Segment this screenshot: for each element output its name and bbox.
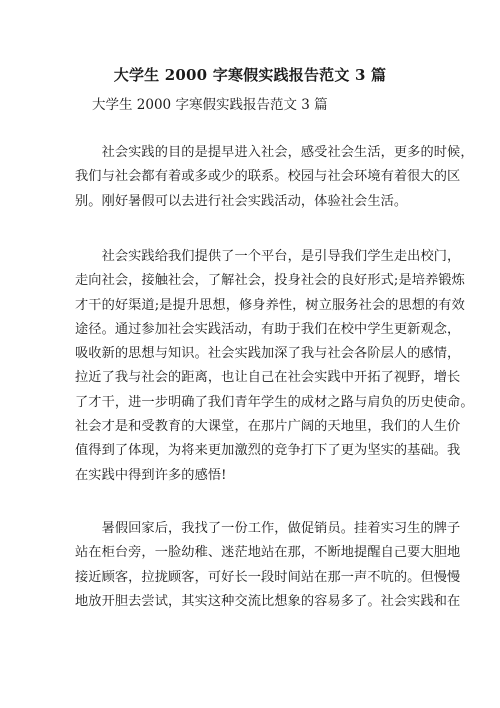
paragraph-line: 社会实践的目的是提早进入社会，感受社会生活，更多的时候， xyxy=(75,145,474,160)
paragraph-line: 在实践中得到许多的感悟! xyxy=(75,467,227,483)
paragraph-line: 了才干，进一步明确了我们青年学生的成材之路与肩负的历史使命。 xyxy=(75,394,474,410)
paragraph-line: 途径。通过参加社会实践活动，有助于我们在校中学生更新观念， xyxy=(75,321,461,337)
paragraph-2 xyxy=(75,245,474,488)
paragraph-line: 走向社会，接触社会，了解社会，投身社会的良好形式;是培养锻炼 xyxy=(75,273,465,289)
paragraph-line: 社会才是和受教育的大课堂，在那片广阔的天地里，我们的人生价 xyxy=(75,419,461,435)
paragraph-line: 我们与社会都有着或多或少的联系。校园与社会环境有着很大的区 xyxy=(75,169,461,185)
paragraph-line: 暑假回家后，我找了一份工作，做促销员。挂着实习生的牌子 xyxy=(75,521,461,536)
document-subtitle: 大学生 2000 字寒假实践报告范文 3 篇 xyxy=(92,97,328,113)
document-title: 大学生 2000 字寒假实践报告范文 3 篇 xyxy=(113,66,387,84)
paragraph-line: 拉近了我与社会的距离，也让自己在社会实践中开拓了视野，增长 xyxy=(75,370,461,386)
paragraph-line: 值得到了体现，为将来更加激烈的竞争打下了更为坚实的基础。我 xyxy=(75,443,461,459)
paragraph-line: 接近顾客，拉拢顾客，可好长一段时间站在那一声不吭的。但慢慢 xyxy=(75,569,461,585)
paragraph-line: 地放开胆去尝试，其实这种交流比想象的容易多了。社会实践和在 xyxy=(75,593,461,609)
paragraph-line: 别。刚好暑假可以去进行社会实践活动，体验社会生活。 xyxy=(75,193,408,209)
paragraph-1 xyxy=(75,141,474,214)
paragraph-line: 吸收新的思想与知识。社会实践加深了我与社会各阶层人的感情， xyxy=(75,346,461,362)
paragraph-line: 站在柜台旁，一脸幼稚、迷茫地站在那，不断地提醒自己要大胆地 xyxy=(75,545,461,561)
paragraph-3 xyxy=(75,517,461,614)
paragraph-line: 才干的好渠道;是提升思想，修身养性，树立服务社会的思想的有效 xyxy=(75,297,465,313)
paragraph-line: 社会实践给我们提供了一个平台，是引导我们学生走出校门， xyxy=(75,249,461,264)
